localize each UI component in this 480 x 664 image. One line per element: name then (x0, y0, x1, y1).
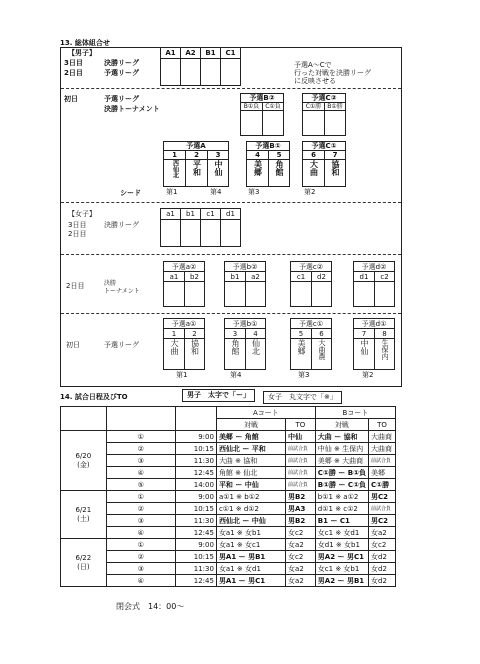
seed-value: 第4 (230, 371, 242, 379)
court-a-header: Aコート (216, 407, 315, 419)
team-name: 協和 (331, 160, 340, 176)
court-a-match: 美郷 ー 角館 (216, 431, 285, 443)
seed-value: 第2 (304, 188, 316, 196)
box-sub: a2 (245, 271, 266, 282)
court-a-to: 女a2 (286, 563, 316, 575)
court-b-to: 女d2 (369, 575, 396, 587)
court-a-match: 西仙北 ー 中仙 (216, 515, 285, 527)
seed-value: 第1 (176, 371, 188, 379)
court-b-match: d①1 ※ c①2 (315, 503, 368, 515)
team-cell (224, 338, 246, 370)
court-b-match: 男A2 ー 男B1 (315, 575, 368, 587)
girls-header: 【女子】 (68, 210, 96, 218)
box-b2-cell (240, 110, 263, 136)
box-label: 予選c① (290, 318, 332, 329)
court-b-match: 美郷 ※ 大曲商 (315, 455, 368, 467)
court-b-match: B①勝 ー C①負 (315, 479, 368, 491)
box-label: 予選b② (224, 261, 266, 272)
time: 14:00 (175, 479, 216, 491)
box-c2-sub: C①勝 (302, 102, 325, 111)
round: ① (106, 539, 175, 551)
court-a-to: 前試合負 (286, 443, 316, 455)
court-a-match: c①1 ※ d①2 (216, 503, 285, 515)
court-b-to: 大曲商 (369, 443, 396, 455)
team-name: 角館 (231, 339, 240, 355)
note-line3: に反映させる (294, 77, 336, 85)
prelim-b1-team-cell (246, 159, 269, 187)
grid-cell (160, 58, 181, 86)
grid-cell (220, 219, 241, 247)
court-a-to: 前試合負 (286, 455, 316, 467)
box-sub: d1 (353, 271, 375, 282)
court-a-match: 男A1 ー 男B1 (216, 551, 285, 563)
grid-header: a1 (160, 208, 181, 220)
court-b-match: 女c1 ※ 女d1 (315, 527, 368, 539)
team-name: 西仙北 (171, 160, 179, 178)
box-sub: b1 (224, 271, 246, 282)
time: 9:00 (175, 491, 216, 503)
note-line2: 行った対戦を決勝リーグ (294, 69, 371, 77)
box-c2-sub: B①勝 (324, 102, 346, 111)
box-num: 4 (245, 328, 266, 339)
seed-value: 第2 (362, 371, 374, 379)
court-a-match: 女a1 ※ 女c1 (216, 539, 285, 551)
weekday: (金) (77, 460, 90, 469)
girls-day3: 3日目 (68, 221, 87, 229)
box-cell (245, 281, 266, 307)
box-label: 予選a① (163, 318, 205, 329)
grid-cell (220, 58, 241, 86)
closing-ceremony: 閉会式 14：00～ (116, 602, 185, 611)
court-a-to: 中仙 (286, 431, 316, 443)
divider (61, 202, 401, 203)
seed-label: シード (120, 189, 141, 197)
grid-header: B1 (200, 47, 221, 59)
divider (61, 313, 401, 314)
boys-league-prelim: 予選リーグ (104, 69, 139, 77)
boys-prelim: 予選リーグ (104, 95, 139, 103)
grid-cell (180, 58, 201, 86)
box-sub: c2 (374, 271, 395, 282)
boys-day1: 初日 (64, 95, 78, 103)
box-cell (290, 281, 312, 307)
box-cell (353, 281, 375, 307)
to-header: TO (369, 419, 396, 431)
round: ④ (106, 575, 175, 587)
box-num: 7 (353, 328, 375, 339)
team-name: 生保内 (381, 339, 389, 360)
box-num: 5 (290, 328, 312, 339)
round: ⑤ (106, 479, 175, 491)
court-b-to: C①勝 (369, 479, 396, 491)
team-cell (353, 338, 375, 370)
team-name: 大曲 (309, 160, 319, 176)
girls-prelim: 予選リーグ (104, 341, 139, 349)
boys-header: 【男子】 (68, 49, 96, 57)
note-line1: 予選A～Cで (294, 61, 332, 69)
court-b-match: 女c1 ※ 女b1 (315, 563, 368, 575)
legend-boys: 男子 太字で「ー」 (182, 389, 255, 402)
date-cell (61, 431, 107, 491)
time: 11:30 (175, 455, 216, 467)
team-name: 美郷 (253, 160, 263, 176)
court-a-to: 女a2 (286, 539, 316, 551)
time: 9:00 (175, 431, 216, 443)
round: ② (106, 443, 175, 455)
prelim-b1-team-cell (268, 159, 290, 187)
court-b-to: 女d2 (369, 551, 396, 563)
time: 11:30 (175, 515, 216, 527)
boys-league: 決勝リーグ (104, 59, 139, 67)
box-num: 1 (163, 328, 185, 339)
box-cell (224, 281, 246, 307)
time: 10:15 (175, 503, 216, 515)
girls-tourney-l1: 決勝 (104, 280, 117, 287)
match-header: 対戦 (315, 419, 368, 431)
girls-day2b: 2日目 (66, 282, 85, 290)
court-b-to: 女a2 (369, 527, 396, 539)
match-header: 対戦 (216, 419, 285, 431)
box-sub: b2 (184, 271, 205, 282)
round-header (106, 407, 175, 431)
grid-header: A1 (160, 47, 181, 59)
seed-value: 第3 (298, 371, 310, 379)
prelim-c1-num: 6 (302, 150, 325, 160)
boys-day3: 3日目 (64, 59, 83, 67)
court-b-match: b①1 ※ a①2 (315, 491, 368, 503)
team-name: 大曲 (170, 339, 179, 355)
time-header (175, 407, 216, 431)
team-name: 仙北 (251, 339, 261, 355)
court-a-match: 大曲 ※ 協和 (216, 455, 285, 467)
box-c2-cell (302, 110, 325, 136)
section13-title: 13. 総体組合せ (60, 39, 110, 47)
prelim-a-team-cell (163, 159, 186, 187)
boys-day2: 2日目 (64, 69, 83, 77)
court-a-match: a①1 ※ b①2 (216, 491, 285, 503)
seed-value: 第4 (210, 188, 222, 196)
prelim-b1-label: 予選B① (246, 141, 290, 151)
court-a-to: 男B2 (286, 515, 316, 527)
round: ③ (106, 515, 175, 527)
team-name: 角館 (275, 160, 284, 176)
grid-cell (200, 219, 221, 247)
section14-title: 14. 試合日程及びTO (60, 393, 128, 401)
round: ④ (106, 527, 175, 539)
round: ③ (106, 563, 175, 575)
schedule-table (60, 406, 396, 587)
prelim-b1-num: 4 (246, 150, 269, 160)
box-num: 8 (374, 328, 395, 339)
corner-cell (61, 407, 107, 431)
court-a-match: 西仙北 ー 平和 (216, 443, 285, 455)
time: 11:30 (175, 563, 216, 575)
court-a-to: 男B2 (286, 491, 316, 503)
team-cell (245, 338, 266, 370)
time: 12:45 (175, 527, 216, 539)
court-b-header: Bコート (315, 407, 395, 419)
time: 12:45 (175, 575, 216, 587)
box-b2-sub: B①負 (240, 102, 263, 111)
court-b-to: 女c2 (369, 539, 396, 551)
prelim-a-num: 3 (207, 150, 229, 160)
box-num: 2 (184, 328, 205, 339)
grid-cell (200, 58, 221, 86)
girls-tourney-l2: トーナメント (104, 288, 140, 295)
box-cell (163, 281, 185, 307)
team-name: 美郷 (297, 339, 306, 355)
date: 6/21 (75, 505, 92, 514)
time: 9:00 (175, 539, 216, 551)
weekday: (土) (77, 514, 90, 523)
round: ① (106, 431, 175, 443)
to-header: TO (286, 419, 316, 431)
girls-day1: 初日 (66, 341, 80, 349)
weekday: (日) (77, 562, 90, 571)
legend-girls: 女子 丸文字で「※」 (263, 391, 342, 404)
box-cell (311, 281, 332, 307)
box-c2-cell (324, 110, 346, 136)
court-a-match: 男A1 ー 男C1 (216, 575, 285, 587)
court-b-to: 前試合負 (369, 455, 396, 467)
team-name: 中仙 (360, 339, 369, 355)
grid-cell (180, 219, 201, 247)
date: 6/20 (75, 451, 92, 460)
court-a-to: 女a2 (286, 575, 316, 587)
team-cell (163, 338, 185, 370)
box-label: 予選d① (353, 318, 395, 329)
team-cell (374, 338, 395, 370)
grid-header: d1 (220, 208, 241, 220)
time: 12:45 (175, 467, 216, 479)
court-b-to: 女d2 (369, 563, 396, 575)
box-sub: c1 (290, 271, 312, 282)
court-a-to: 女c2 (286, 527, 316, 539)
box-cell (184, 281, 205, 307)
court-a-match: 女a1 ※ 女d1 (216, 563, 285, 575)
court-b-match: 中仙 ※ 生保内 (315, 443, 368, 455)
court-b-match: 大曲 ー 協和 (315, 431, 368, 443)
box-sub: d2 (311, 271, 332, 282)
box-sub: a1 (163, 271, 185, 282)
team-name: 平和 (192, 160, 202, 176)
round: ② (106, 503, 175, 515)
grid-header: A2 (180, 47, 201, 59)
grid-header: b1 (180, 208, 201, 220)
box-b2-cell (262, 110, 284, 136)
round: ③ (106, 455, 175, 467)
court-b-to: 大曲商 (369, 431, 396, 443)
prelim-c1-team-cell (302, 159, 325, 187)
court-b-match: 女d1 ※ 女b1 (315, 539, 368, 551)
seed-value: 第3 (248, 188, 260, 196)
prelim-a-num: 1 (163, 150, 186, 160)
court-b-to: 男C2 (369, 491, 396, 503)
court-a-match: 女a1 ※ 女b1 (216, 527, 285, 539)
divider (61, 254, 401, 255)
prelim-b1-num: 5 (268, 150, 290, 160)
prelim-a-team-cell (207, 159, 229, 187)
court-a-to: 前試合負 (286, 479, 316, 491)
prelim-a-label: 予選A (163, 141, 229, 151)
prelim-a-team-cell (185, 159, 208, 187)
team-name: 協和 (190, 339, 200, 355)
prelim-c1-num: 7 (324, 150, 346, 160)
box-cell (374, 281, 395, 307)
box-b2-sub: C①負 (262, 102, 284, 111)
team-cell (311, 338, 332, 370)
court-a-to: 女c2 (286, 551, 316, 563)
team-cell (290, 338, 312, 370)
box-label: 予選a② (163, 261, 205, 272)
box-b2-label: 予選B② (240, 93, 284, 103)
box-num: 6 (311, 328, 332, 339)
date-cell (61, 491, 107, 539)
court-b-to: 男C2 (369, 515, 396, 527)
time: 10:15 (175, 551, 216, 563)
team-name: 大曲農 (318, 339, 326, 360)
court-b-to: 美郷 (369, 467, 396, 479)
court-b-to: 前試合負 (369, 503, 396, 515)
court-a-match: 平和 ー 中仙 (216, 479, 285, 491)
time: 10:15 (175, 443, 216, 455)
divider (61, 88, 401, 89)
court-a-to: 前試合負 (286, 467, 316, 479)
court-a-to: 男A3 (286, 503, 316, 515)
grid-header: C1 (220, 47, 241, 59)
box-label: 予選d② (353, 261, 395, 272)
box-num: 3 (224, 328, 246, 339)
team-name: 中仙 (214, 160, 223, 176)
prelim-c1-label: 予選C① (302, 141, 346, 151)
box-label: 予選c② (290, 261, 332, 272)
seed-value: 第1 (166, 188, 178, 196)
date-cell (61, 539, 107, 587)
prelim-a-num: 2 (185, 150, 208, 160)
box-c2-label: 予選C② (302, 93, 346, 103)
prelim-c1-team-cell (324, 159, 346, 187)
girls-league: 決勝リーグ (104, 221, 139, 229)
court-b-match: 男A2 ー 男C1 (315, 551, 368, 563)
round: ④ (106, 467, 175, 479)
court-b-match: B1 ー C1 (315, 515, 368, 527)
box-label: 予選b① (224, 318, 266, 329)
court-b-match: C①勝 ー B①負 (315, 467, 368, 479)
grid-cell (160, 219, 181, 247)
team-cell (184, 338, 205, 370)
date: 6/22 (75, 553, 92, 562)
grid-header: c1 (200, 208, 221, 220)
round: ① (106, 491, 175, 503)
court-a-match: 角館 ※ 仙北 (216, 467, 285, 479)
boys-tourney: 決勝トーナメント (104, 105, 160, 113)
girls-day2: 2日目 (68, 230, 87, 238)
round: ② (106, 551, 175, 563)
